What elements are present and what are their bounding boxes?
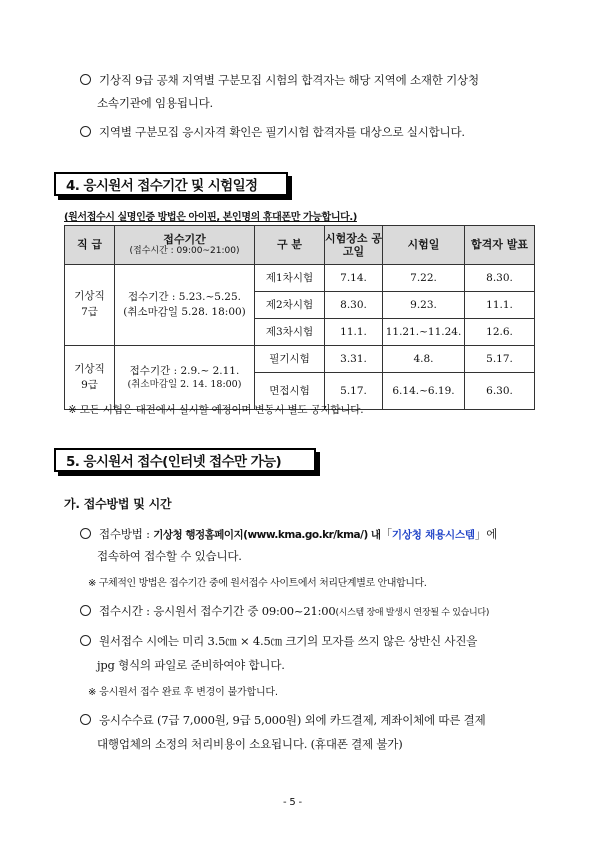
intro-item-1-line-2: 소속기관에 임용됩니다. <box>97 96 213 110</box>
period-cell <box>115 346 255 410</box>
fee-item <box>80 712 485 728</box>
grade-cell: 기상직 7급 <box>65 265 115 346</box>
fee-line-2: 대행업체의 소정의 처리비용이 소요됩니다. (휴대폰 결제 불가) <box>97 737 403 751</box>
circle-bullet-icon <box>80 126 91 137</box>
division-cell: 제3차시험 <box>255 319 325 346</box>
grade-cell: 기상직 9급 <box>65 346 115 410</box>
circle-bullet-icon <box>80 714 91 725</box>
division-cell: 제2차시험 <box>255 292 325 319</box>
header-period <box>115 226 255 265</box>
result-cell: 8.30. <box>465 265 535 292</box>
period-deadline: (취소마감일 2. 14. 18:00) <box>127 379 242 391</box>
method-item <box>80 526 497 542</box>
announce-cell: 11.1. <box>325 319 383 346</box>
fee-line-1: 응시수수료 (7급 7,000원, 9급 5,000원) 외에 카드결제, 계좌이체에 따른 결제 <box>99 713 486 727</box>
table-header-row <box>65 226 535 265</box>
header-division: 구 분 <box>255 226 325 265</box>
sub-heading-method: 가. 접수방법 및 시간 <box>64 497 172 511</box>
page-number: - 5 - <box>283 797 302 808</box>
result-cell: 5.17. <box>465 346 535 373</box>
exam-cell: 7.22. <box>383 265 465 292</box>
period-range: 접수기간 : 5.23.~5.25. <box>127 291 242 304</box>
section-5-heading <box>54 448 316 472</box>
result-cell: 11.1. <box>465 292 535 319</box>
schedule-footnote: ※ 모든 시험은 대전에서 실시할 예정이며 변동시 별도 공지합니다. <box>68 404 364 416</box>
intro-item-2-text: 지역별 구분모집 응시자격 확인은 필기시험 합격자를 대상으로 실시합니다. <box>99 125 465 139</box>
announce-cell: 5.17. <box>325 373 383 410</box>
intro-item-1-line-1: 기상직 9급 공채 지역별 구분모집 시험의 합격자는 해당 지역에 소재한 기상청 <box>99 73 479 87</box>
method-note: ※ 구체적인 방법은 접수기간 중에 원서접수 사이트에서 처리단계별로 안내합니다. <box>88 578 427 589</box>
close-bracket: 」 <box>474 527 487 541</box>
exam-cell: 9.23. <box>383 292 465 319</box>
open-bracket: 「 <box>380 527 392 541</box>
intro-item-2 <box>80 124 465 140</box>
division-cell: 제1차시험 <box>255 265 325 292</box>
time-text: 접수시간 : 응시원서 접수기간 중 09:00~21:00 <box>99 604 336 618</box>
circle-bullet-icon <box>80 605 91 616</box>
division-cell: 필기시험 <box>255 346 325 373</box>
circle-bullet-icon <box>80 74 91 85</box>
section-4-heading-text: 4. 응시원서 접수기간 및 시험일정 <box>66 178 258 194</box>
circle-bullet-icon <box>80 528 91 539</box>
exam-cell: 6.14.~6.19. <box>383 373 465 410</box>
time-note: (시스템 장애 발생시 연장될 수 있습니다) <box>335 608 490 618</box>
time-item <box>80 603 489 619</box>
header-period-sub: (접수시간 : 09:00~21:00) <box>129 246 240 257</box>
auth-note: (원서접수시 실명인증 방법은 아이핀, 본인명의 휴대폰만 가능합니다.) <box>64 212 357 223</box>
table-row <box>65 346 535 373</box>
schedule-table <box>64 225 535 410</box>
method-prefix: 접수방법 : <box>99 527 154 541</box>
period-cell <box>115 265 255 346</box>
photo-line-2: jpg 형식의 파일로 준비하여야 합니다. <box>97 658 285 672</box>
header-grade: 직 급 <box>65 226 115 265</box>
announce-cell: 8.30. <box>325 292 383 319</box>
photo-note: ※ 응시원서 접수 완료 후 변경이 불가합니다. <box>88 687 278 698</box>
announce-cell: 3.31. <box>325 346 383 373</box>
announce-cell: 7.14. <box>325 265 383 292</box>
period-range: 접수기간 : 2.9.~ 2.11. <box>129 364 240 377</box>
header-result: 합격자 발표 <box>465 226 535 265</box>
table-row <box>65 265 535 292</box>
photo-line-1: 원서접수 시에는 미리 3.5㎝ × 4.5㎝ 크기의 모자를 쓰지 않은 상반신 사진을 <box>99 634 478 648</box>
exam-cell: 11.21.~11.24. <box>383 319 465 346</box>
section-5-heading-text: 5. 응시원서 접수(인터넷 접수만 가능) <box>66 454 282 470</box>
recruit-system-link[interactable]: 기상청 채용시스템 <box>391 529 475 541</box>
division-cell: 면접시험 <box>255 373 325 410</box>
section-4-heading <box>54 172 288 196</box>
method-suffix: 에 <box>486 527 498 541</box>
photo-item <box>80 633 477 649</box>
exam-cell: 4.8. <box>383 346 465 373</box>
intro-item-1 <box>80 72 479 88</box>
header-exam-date: 시험일 <box>383 226 465 265</box>
method-site: 기상청 행정홈페이지(www.kma.go.kr/kma/) 내 <box>153 529 381 541</box>
result-cell: 12.6. <box>465 319 535 346</box>
header-period-label: 접수기간 <box>163 233 206 246</box>
period-deadline: (취소마감일 5.28. 18:00) <box>123 306 246 318</box>
result-cell: 6.30. <box>465 373 535 410</box>
circle-bullet-icon <box>80 635 91 646</box>
method-line-2: 접속하여 접수할 수 있습니다. <box>97 549 242 563</box>
header-announce: 시험장소 공고일 <box>325 226 383 265</box>
